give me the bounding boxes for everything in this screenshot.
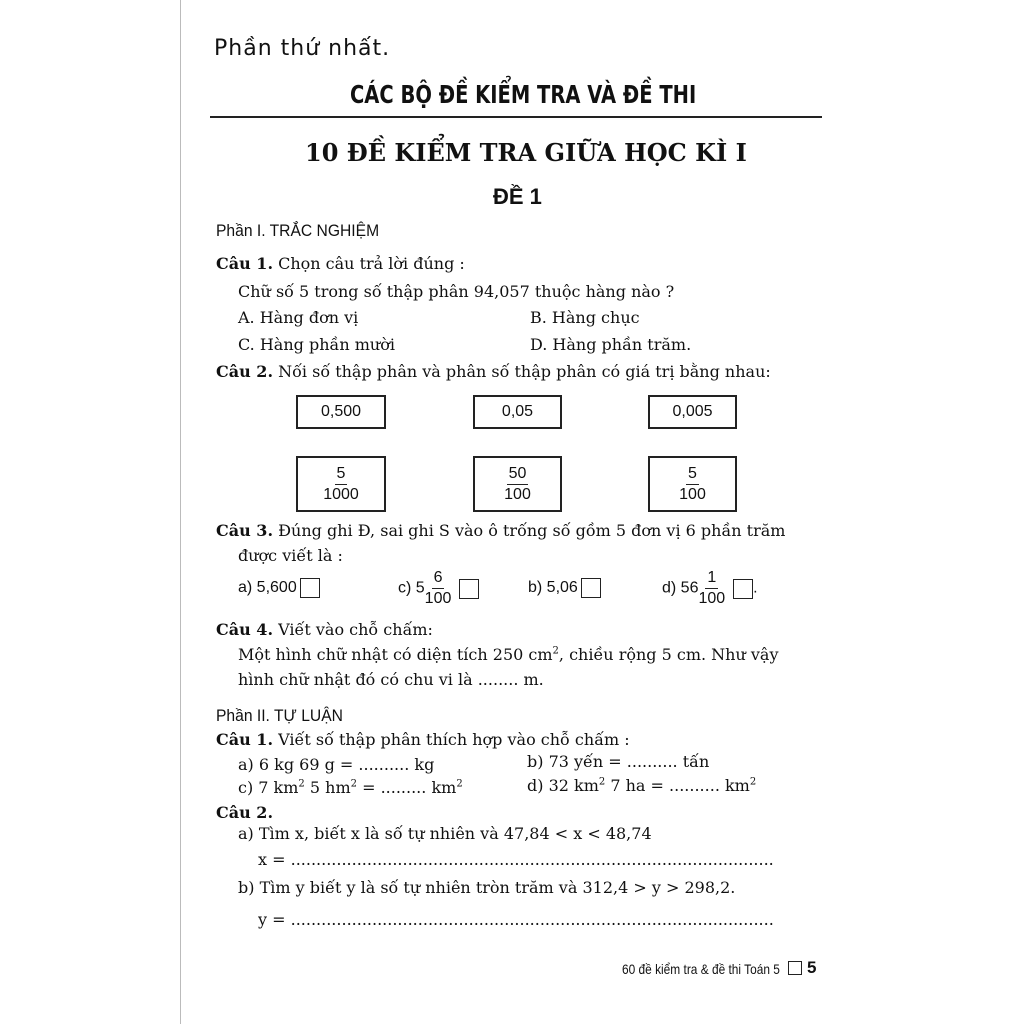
p1-q4-line1 — [238, 645, 779, 664]
p1-q4 — [216, 620, 433, 639]
q-text: Viết vào chỗ chấm: — [278, 620, 433, 639]
answer-checkbox[interactable] — [300, 578, 320, 598]
text: , chiều rộng 5 cm. Như vậy — [558, 645, 779, 664]
p2-q2-b: b) Tìm y biết y là số tự nhiên tròn trăm và 312,4 > y > 298,2. — [238, 878, 736, 897]
superscript: 2 — [350, 778, 357, 790]
p1-q1 — [216, 254, 465, 273]
q3-option-c — [398, 568, 479, 609]
q-label: Câu 2. — [216, 362, 274, 381]
superscript: 2 — [456, 778, 463, 790]
p2-q1-a: a) 6 kg 69 g = .......... kg — [238, 755, 435, 774]
exam-subtitle: ĐỀ 1 — [493, 184, 542, 209]
q-label: Câu 2. — [216, 803, 274, 822]
numerator: 5 — [686, 464, 699, 485]
q-label: Câu 4. — [216, 620, 274, 639]
page-number: 5 — [807, 958, 817, 977]
denominator: 100 — [424, 590, 452, 607]
fraction-box — [473, 456, 562, 512]
numerator: 6 — [432, 568, 445, 589]
decimal-box: 0,05 — [473, 395, 562, 429]
x-answer-line[interactable]: x = ............................................................................................... — [258, 850, 774, 869]
denominator: 100 — [679, 485, 706, 503]
q-label: Câu 1. — [216, 730, 274, 749]
answer-checkbox[interactable] — [581, 578, 601, 598]
p2-q1-d — [527, 776, 756, 795]
p1-q3-text2: được viết là : — [238, 546, 343, 565]
answer-checkbox[interactable] — [459, 579, 479, 599]
option-text: a) 5,600 — [238, 579, 297, 597]
option-text: c) 5 — [398, 579, 425, 597]
denominator: 100 — [698, 590, 726, 607]
footer-book-title: 60 đề kiểm tra & đề thi Toán 5 — [622, 961, 780, 977]
superscript: 2 — [598, 776, 606, 788]
q3-option-d: d) 56 $\frac{1}{100}$ . — [662, 569, 758, 607]
option-text: d) 56 — [662, 579, 699, 597]
exam-title: 10 ĐỀ KIỂM TRA GIỮA HỌC KÌ I — [305, 138, 747, 167]
q-text: Viết số thập phân thích hợp vào chỗ chấm : — [278, 730, 630, 749]
option-a: A. Hàng đơn vị — [238, 308, 359, 327]
numerator: 5 — [335, 464, 348, 485]
denominator: 1000 — [323, 485, 359, 503]
q3-option-a — [238, 578, 320, 598]
option-c: C. Hàng phần mười — [238, 335, 395, 354]
text: = ......... km — [357, 778, 457, 797]
q3-option-b — [528, 578, 601, 598]
numerator: 50 — [507, 464, 529, 485]
p1-q4-line2: hình chữ nhật đó có chu vi là ........ m. — [238, 670, 544, 689]
part2-heading: Phần II. TỰ LUẬN — [216, 706, 343, 725]
decimal-box: 0,005 — [648, 395, 737, 429]
option-d: D. Hàng phần trăm. — [530, 335, 692, 354]
superscript: 2 — [552, 645, 559, 657]
text: c) 7 km — [238, 778, 299, 797]
p2-q1 — [216, 730, 630, 749]
text: Một hình chữ nhật có diện tích 250 cm — [238, 645, 553, 664]
fraction-box — [648, 456, 737, 512]
text: 7 ha = .......... km — [605, 776, 750, 795]
decimal-box: 0,500 — [296, 395, 386, 429]
page-binding-edge — [180, 0, 181, 1024]
part1-heading: Phần I. TRẮC NGHIỆM — [216, 221, 380, 240]
text: 5 hm — [304, 778, 351, 797]
text: d) 32 km — [527, 776, 599, 795]
answer-checkbox[interactable] — [733, 579, 753, 599]
q-label: Câu 3. — [216, 521, 274, 540]
p2-q1-b: b) 73 yến = .......... tấn — [527, 752, 710, 771]
p1-q1-question: Chữ số 5 trong số thập phân 94,057 thuộc hàng nào ? — [238, 282, 675, 301]
y-answer-line[interactable]: y = ............................................................................................... — [258, 910, 774, 929]
title-divider — [210, 116, 822, 118]
fraction-box — [296, 456, 386, 512]
q-text: Đúng ghi Đ, sai ghi S vào ô trống số gồm 5 đơn vị 6 phần trăm — [278, 521, 786, 540]
main-title: CÁC BỘ ĐỀ KIỂM TRA VÀ ĐỀ THI — [350, 80, 697, 109]
p2-q2 — [216, 803, 273, 822]
q-label: Câu 1. — [216, 254, 274, 273]
denominator: 100 — [504, 485, 531, 503]
superscript: 2 — [298, 778, 305, 790]
book-logo-icon — [788, 961, 802, 975]
p1-q3 — [216, 521, 785, 540]
option-text: b) 5,06 — [528, 579, 578, 597]
q-text: Nối số thập phân và phân số thập phân có giá trị bằng nhau: — [278, 362, 771, 381]
p2-q1-c — [238, 778, 463, 797]
part-label: Phần thứ nhất. — [214, 36, 391, 61]
option-b: B. Hàng chục — [530, 308, 640, 327]
q-text: Chọn câu trả lời đúng : — [278, 254, 465, 273]
p2-q2-a: a) Tìm x, biết x là số tự nhiên và 47,84 < x < 48,74 — [238, 824, 652, 843]
superscript: 2 — [749, 776, 757, 788]
numerator: 1 — [705, 568, 718, 589]
p1-q2 — [216, 362, 771, 381]
